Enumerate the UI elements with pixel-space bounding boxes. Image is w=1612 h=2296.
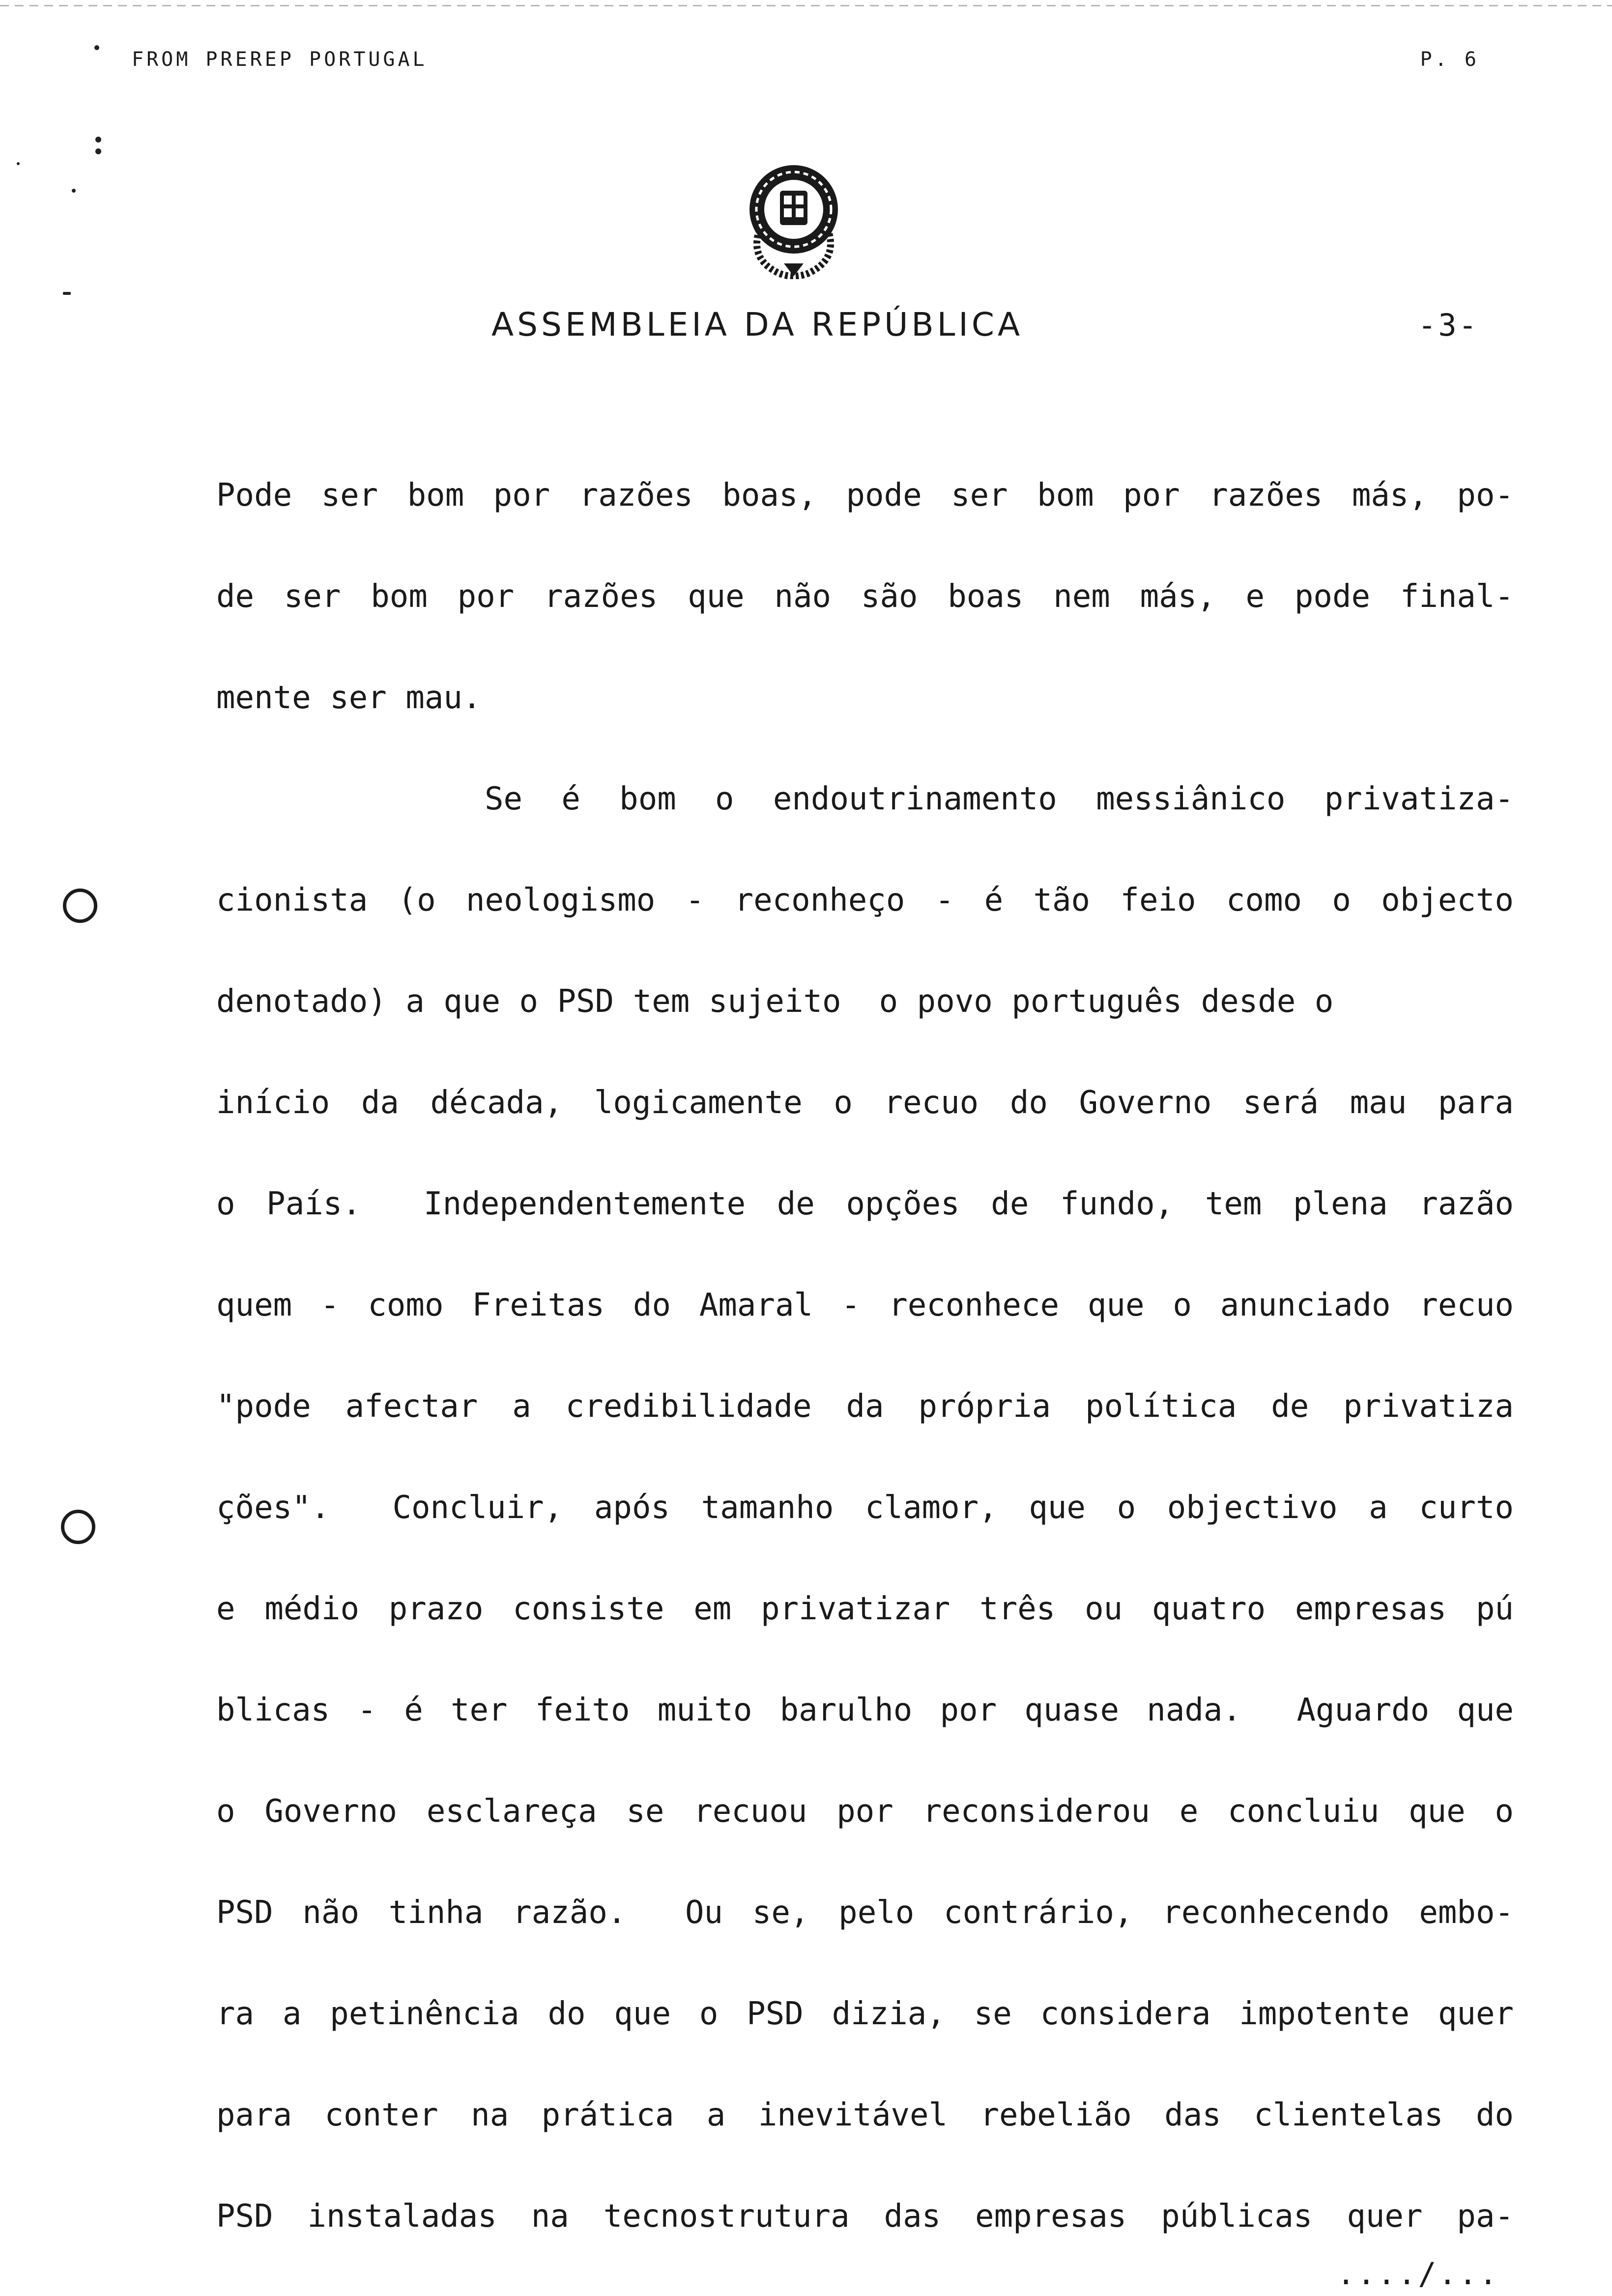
continuation-mark: ..../... <box>1337 2256 1499 2292</box>
body-line: PSD instaladas na tecnostrutura das empresas públicas quer pa- <box>216 2198 1514 2235</box>
punch-hole <box>61 1510 95 1544</box>
body-line: "pode afectar a credibilidade da própria política de privatiza <box>216 1388 1514 1425</box>
body-line: o Governo esclareça se recuou por reconsiderou e concluiu que o <box>216 1793 1514 1830</box>
body-line: de ser bom por razões que não são boas nem más, e pode final- <box>216 578 1514 615</box>
fax-page-number: P. 6 <box>1420 48 1479 71</box>
punch-hole <box>63 889 97 923</box>
fax-transmission-line <box>0 5 1612 6</box>
body-line: início da década, logicamente o recuo do Governo será mau para <box>216 1085 1514 1121</box>
body-line: e médio prazo consiste em privatizar três ou quatro empresas pú <box>216 1591 1514 1627</box>
document-page-number: -3- <box>1418 307 1479 343</box>
body-line: ções". Concluir, após tamanho clamor, que o objectivo a curto <box>216 1490 1514 1526</box>
body-line: denotado) a que o PSD tem sujeito o povo português desde o <box>216 983 1334 1020</box>
document-body <box>216 445 1514 2267</box>
body-line: mente ser mau. <box>216 680 482 716</box>
body-line: blicas - é ter feito muito barulho por quase nada. Aguardo que <box>216 1692 1514 1728</box>
body-line: o País. Independentemente de opções de fundo, tem plena razão <box>216 1186 1514 1222</box>
coat-of-arms-icon <box>740 156 848 279</box>
body-line: quem - como Freitas do Amaral - reconhece que o anunciado recuo <box>216 1287 1514 1323</box>
body-line: ra a petinência do que o PSD dizia, se considera impotente quer <box>216 1996 1514 2032</box>
body-line: para conter na prática a inevitável rebelião das clientelas do <box>216 2097 1514 2133</box>
body-line: Pode ser bom por razões boas, pode ser bom por razões más, po- <box>216 477 1514 514</box>
body-line: Se é bom o endoutrinamento messiânico privatiza- <box>485 781 1514 817</box>
body-line: cionista (o neologismo - reconheço - é tão feio como o objecto <box>216 882 1514 918</box>
fax-sender-line: FROM PREREP PORTUGAL <box>132 48 428 71</box>
body-line: PSD não tinha razão. Ou se, pelo contrário, reconhecendo embo- <box>216 1894 1514 1931</box>
institution-title: ASSEMBLEIA DA REPÚBLICA <box>491 306 1024 344</box>
